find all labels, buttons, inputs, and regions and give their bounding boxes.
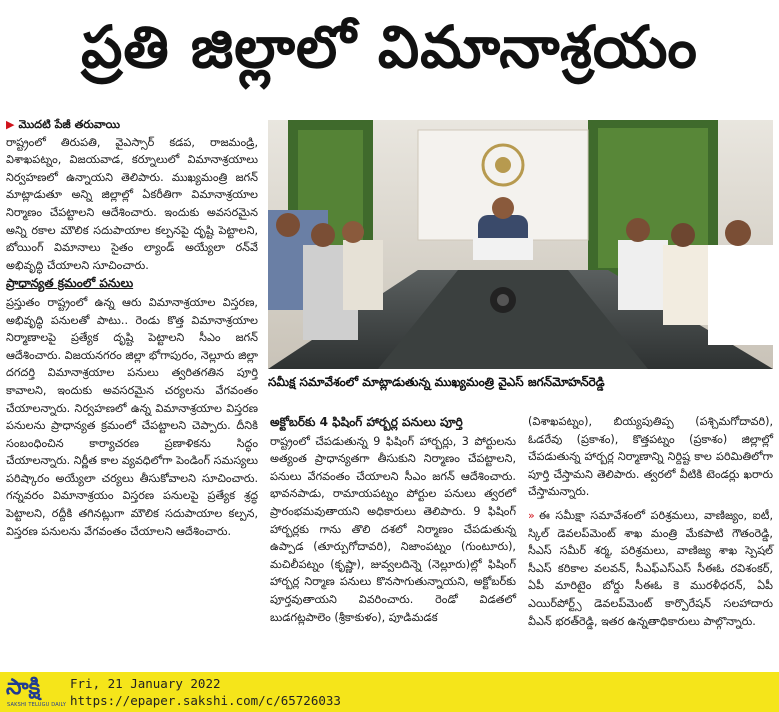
article-column-1: [6, 116, 258, 540]
source-url[interactable]: https://epaper.sakshi.com/c/65726033: [70, 693, 341, 708]
subheading: ప్రాధాన్యత క్రమంలో పనులు: [6, 276, 134, 291]
article-column-3: [528, 413, 773, 630]
meeting-photo: [268, 120, 773, 369]
footer-bar: [0, 672, 779, 712]
double-chevron-icon: »: [528, 508, 535, 522]
paragraph: రాష్ట్రంలో తిరుపతి, వైఎస్సార్ కడప, రాజమండ్రి, విశాఖపట్నం, విజయవాడ, కర్నూలులో విమానాశ్రయాలు నిర్వహణలో ఉన్నాయని తెలిపారు. ముఖ్యమంత్రి జగన్ మాట్లాడుతూ అన్ని జిల్లాల్లో ఏకరీతిగా విమానాశ్రయాల నిర్మాణం చేపట్టాలని ఆదేశించారు. ఇందుకు అవసరమైన అన్ని రకాల మౌలిక సదుపాయాల కల్పనపై దృష్టి పెట్టాలని, బోయింగ్ విమానాలు సైతం ల్యాండ్ అయ్యేలా రన్‌వే అభివృద్ధి చేయాలని సూచించారు.: [6, 135, 258, 272]
subheading: అక్టోబర్‌కు 4 ఫిషింగ్ హార్బర్ల పనులు పూర్తి: [270, 415, 463, 429]
paragraph: (విశాఖపట్నం), బియ్యపుతిప్ప (పశ్చిమగోదావరి), ఓడరేవు (ప్రకాశం), కొత్తపట్నం (ప్రకాశం) జిల్లాల్లో చేపడుతున్న హార్బర్ల నిర్మాణాన్ని నిర్దిష్ట కాల పరిమితిలోగా పూర్తి చేస్తామని తెలిపారు. త్వరలో వీటికి టెండర్లు ఖరారు చేస్తామన్నారు.: [528, 415, 773, 499]
publication-date: Fri, 21 January 2022: [70, 676, 221, 691]
article-column-2: [270, 413, 516, 626]
sakshi-logo[interactable]: [4, 675, 67, 708]
photo-caption: సమీక్ష సమావేశంలో మాట్లాడుతున్న ముఖ్యమంత్రి వైఎస్ జగన్‌మోహన్‌రెడ్డి: [268, 375, 605, 389]
triangle-bullet-icon: ▶: [6, 118, 15, 131]
footer-meta: [70, 675, 341, 709]
logo-tagline: SAKSHI TELUGU DAILY: [7, 702, 67, 708]
logo-wordmark: సాక్షి: [6, 675, 41, 700]
kicker: మొదటి పేజీ తరువాయి: [18, 118, 120, 131]
paragraph: రాష్ట్రంలో చేపడుతున్న 9 ఫిషింగ్ హార్బర్లు, 3 పోర్టులను అత్యంత ప్రాధాన్యతగా తీసుకుని నిర్మాణం చేపట్టాలని, పనులు వేగవంతం చేయాలని సీఎం జగన్ ఆదేశించారు. భావనపాడు, రామాయపట్నం పోర్టుల పనులు త్వరలో ప్రారంభమవుతాయని అధికారులు తెలిపారు. 9 ఫిషింగ్ హార్బర్లకు గాను తొలి దశలో నిర్మాణం చేపడుతున్న ఉప్పాడ (తూర్పుగోదావరి), నిజాంపట్నం (గుంటూరు), మచిలీపట్నం (కృష్ణా), జువ్వలదిన్నె (నెల్లూరు)ల్లో ఫిషింగ్ హార్బర్ల నిర్మాణ పనులు కొనసాగుతున్నాయని, అక్టోబర్‌కు పూర్తవుతాయని వివరించారు. రెండో విడతలో బుడగట్లపాలెం (శ్రీకాకుళం), పూడిమడక: [270, 434, 516, 624]
paragraph: ప్రస్తుతం రాష్ట్రంలో ఉన్న ఆరు విమానాశ్రయాల విస్తరణ, అభివృద్ధి పనులతో పాటు.. రెండు కొత్త విమానాశ్రయాల నిర్మాణాలపై ప్రత్యేక దృష్టి పెట్టాలని సీఎం జగన్ ఆదేశించారు. విజయనగరం జిల్లా భోగాపురం, నెల్లూరు జిల్లా దగదర్తి విమానాశ్రయాల పనులు త్వరితగతిన పూర్తి కావాలని, ఇందుకు అవసరమైన చర్యలను వేగవంతం చేయాలన్నారు. నిర్వహణలో ఉన్న విమానాశ్రయాల విస్తరణ పనులను ప్రాధాన్యత క్రమంలో చేపట్టాలని చెప్పారు. దీనికి సంబంధించిన కార్యాచరణ ప్రణాళికను సిద్ధం చేయాలన్నారు. నిర్ణీత కాల వ్యవధిలోగా పెండింగ్ సమస్యలు పరిష్కారం అయ్యేలా చర్యలు తీసుకోవాలని సూచించారు. గన్నవరం విమానాశ్రయం విస్తరణ పనులపై ప్రత్యేక శ్రద్ధ పెట్టాలని, రద్దీకి తగినట్లుగా మౌలిక సదుపాయాల కల్పన, విస్తరణ పనులను వేగవంతం చేయాలని ఆదేశించారు.: [6, 295, 258, 538]
paragraph: » ఈ సమీక్షా సమావేశంలో పరిశ్రమలు, వాణిజ్యం, ఐటీ, స్కిల్ డెవలప్‌మెంట్ శాఖ మంత్రి మేకపాటి గౌతంరెడ్డి, సీఎస్ సమీర్ శర్మ, పరిశ్రమలు, వాణిజ్య శాఖ స్పెషల్ సీఎస్ కరికాల వలవన్, సీఎఫ్ఎస్ఎస్ సీఈఓ రవిశంకర్, ఏపీ మారిటైం బోర్డు సీఈఓ కె మురళీధరన్, ఏపీ ఎయిర్‌పోర్ట్స్ డెవలప్‌మెంట్ కార్పొరేషన్ సలహాదారు వీఎన్ భరత్‌రెడ్డి, ఇతర ఉన్నతాధికారులు పాల్గొన్నారు.: [528, 508, 773, 628]
kicker-line: [6, 116, 258, 134]
headline: ప్రతి జిల్లాలో విమానాశ్రయం: [81, 12, 698, 81]
